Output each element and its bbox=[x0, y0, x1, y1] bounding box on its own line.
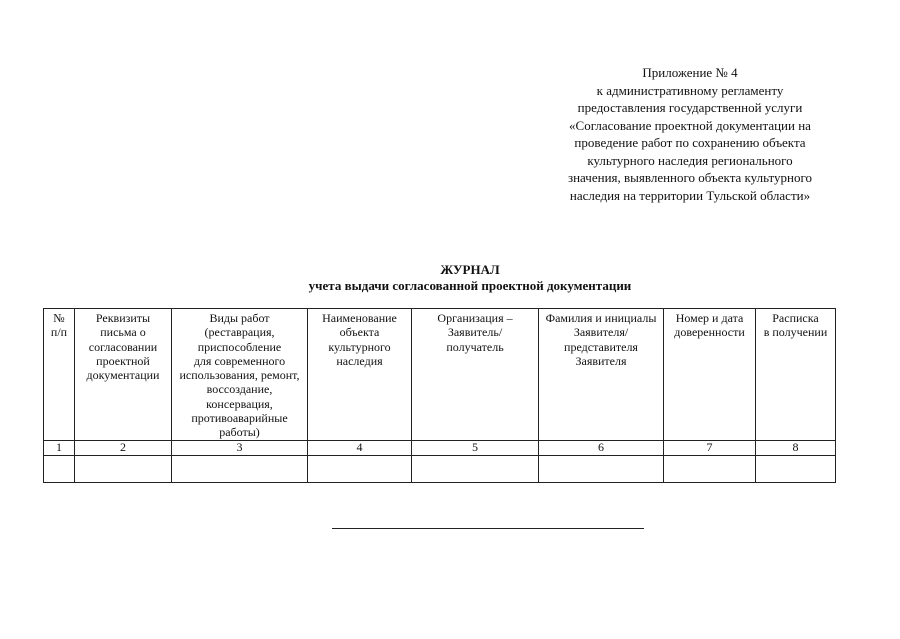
header-cell-letter-details: Реквизиты письма о согласовании проектной документации bbox=[75, 309, 172, 441]
table-cell bbox=[412, 455, 539, 482]
journal-heading bbox=[260, 262, 680, 294]
header-cell-organization: Организация – Заявитель/ получатель bbox=[412, 309, 539, 441]
table-cell bbox=[756, 455, 836, 482]
table-cell bbox=[44, 455, 75, 482]
column-number-cell: 8 bbox=[756, 440, 836, 455]
appendix-line: к административному регламенту bbox=[596, 82, 784, 98]
table-cell bbox=[539, 455, 664, 482]
appendix-line: предоставления государственной услуги bbox=[577, 100, 803, 115]
column-number-cell: 6 bbox=[539, 440, 664, 455]
appendix-line: наследия на территории Тульской области» bbox=[569, 187, 811, 203]
header-cell-receipt: Расписка в получении bbox=[756, 309, 836, 441]
appendix-line: значения, выявленного объекта культурного bbox=[567, 170, 813, 185]
column-number-cell: 3 bbox=[172, 440, 308, 455]
header-cell-heritage-object: Наименование объекта культурного наследия bbox=[308, 309, 412, 441]
table-cell bbox=[308, 455, 412, 482]
column-number-cell: 2 bbox=[75, 440, 172, 455]
appendix-line: проведение работ по сохранению объекта bbox=[574, 135, 806, 150]
table-row bbox=[44, 455, 836, 482]
table-cell bbox=[664, 455, 756, 482]
table-cell bbox=[172, 455, 308, 482]
header-cell-number: № п/п bbox=[44, 309, 75, 441]
header-cell-work-types: Виды работ (реставрация, приспособление для современного использования, ремонт, воссоздание, консервация, противоаварийные работы) bbox=[172, 309, 308, 441]
header-cell-power-of-attorney: Номер и дата доверенности bbox=[664, 309, 756, 441]
column-number-row bbox=[44, 440, 836, 455]
journal-table bbox=[43, 308, 836, 483]
appendix-line: «Согласование проектной документации на bbox=[569, 117, 811, 133]
table-header-row bbox=[44, 309, 836, 441]
appendix-block bbox=[540, 64, 840, 204]
journal-subtitle: учета выдачи согласованной проектной документации bbox=[308, 278, 632, 293]
signature-line bbox=[332, 528, 644, 529]
column-number-cell: 1 bbox=[44, 440, 75, 455]
table-cell bbox=[75, 455, 172, 482]
column-number-cell: 5 bbox=[412, 440, 539, 455]
column-number-cell: 4 bbox=[308, 440, 412, 455]
journal-title: ЖУРНАЛ bbox=[440, 262, 500, 277]
header-cell-applicant-name: Фамилия и инициалы Заявителя/ представителя Заявителя bbox=[539, 309, 664, 441]
column-number-cell: 7 bbox=[664, 440, 756, 455]
appendix-line: Приложение № 4 bbox=[642, 65, 738, 80]
appendix-line: культурного наследия регионального bbox=[587, 152, 793, 168]
